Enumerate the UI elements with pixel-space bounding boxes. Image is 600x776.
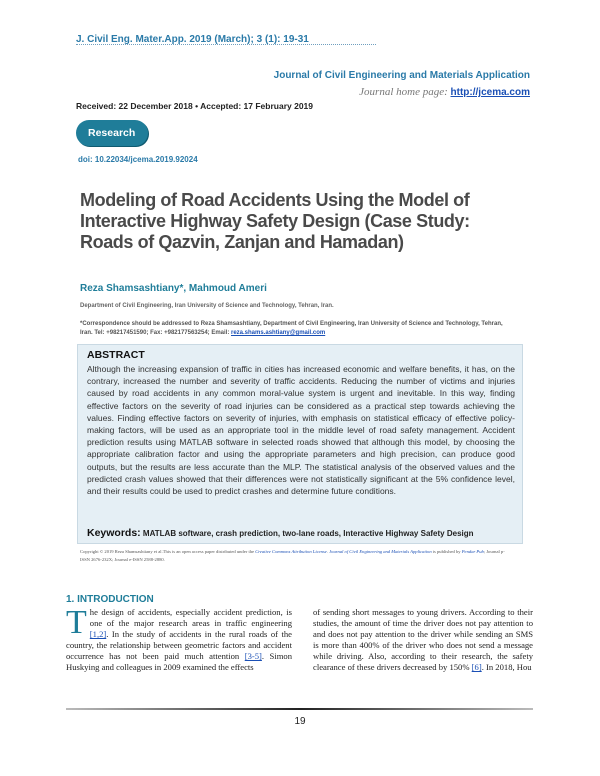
publisher-link[interactable]: Pendar Pub xyxy=(461,549,484,554)
homepage-label: Journal home page: xyxy=(359,86,448,98)
article-type-badge: Research xyxy=(76,120,148,146)
journal-name: Journal of Civil Engineering and Materials Application xyxy=(273,70,530,81)
homepage-link[interactable]: http://jcema.com xyxy=(450,87,530,98)
correspondence-text: *Correspondence should be addressed to Reza Shamsashtiany, Department of Civil Engineering, Iran University of Science and Technology, Tehran, Iran. Tel: +98217451590; Fax: +982177563254; Email: xyxy=(80,321,503,336)
intro-left-column xyxy=(66,604,293,673)
doi-link[interactable]: doi: 10.22034/jcema.2019.92024 xyxy=(78,155,198,164)
keywords-list: MATLAB software, crash prediction, two-lane roads, Interactive Highway Safety Design xyxy=(142,529,474,538)
body-text: . Simon Huskying and colleagues in 2009 examined the effects xyxy=(66,651,293,672)
abstract-heading: ABSTRACT xyxy=(87,349,145,361)
section-heading-introduction: 1. INTRODUCTION xyxy=(66,594,154,605)
citation-link[interactable]: [1,2] xyxy=(89,629,107,639)
license-link[interactable]: Creative Commons Attribution License xyxy=(255,549,327,554)
journal-reference: J. Civil Eng. Mater.App. 2019 (March); 3 (1): 19-31 xyxy=(76,34,309,45)
correspondence xyxy=(80,320,510,338)
body-text: . In 2018, Hou xyxy=(481,662,532,672)
citation-link[interactable]: [3-5] xyxy=(244,651,262,661)
journal-homepage xyxy=(359,86,530,98)
copyright-text: is published by xyxy=(431,549,462,554)
authors: Reza Shamsashtiany*, Mahmoud Ameri xyxy=(80,283,267,294)
affiliation: Department of Civil Engineering, Iran University of Science and Technology, Tehran, Iran. xyxy=(80,303,334,309)
article-title: Modeling of Road Accidents Using the Model of Interactive Highway Safety Design (Case Study: Roads of Qazvin, Zanjan and Hamadan) xyxy=(80,190,470,252)
intro-right-column xyxy=(313,607,533,673)
keywords xyxy=(87,527,474,539)
body-text: . In the study of accidents in the rural roads of the country, the relationship between geometric factors and accident occurrence has not been paid much attention xyxy=(66,629,292,661)
copyright-text: Copyright © 2019 Reza Shamsashtiany et al.This is an open access paper distributed under the xyxy=(80,549,256,554)
drop-cap: T xyxy=(66,604,87,641)
page-number: 19 xyxy=(294,716,306,727)
journal-italic-link[interactable]: Journal of Civil Engineering and Materials Application xyxy=(329,549,432,554)
received-accepted-dates: Received: 22 December 2018 • Accepted: 17 February 2019 xyxy=(76,101,314,111)
copyright-text: ; Journal p-ISSN 2676-232X; Journal e-ISSN 2588-2880. xyxy=(80,549,505,562)
email-link[interactable]: reza.shams.ashtiany@gmail.com xyxy=(231,330,326,336)
copyright-text: . xyxy=(326,549,330,554)
body-text: he design of accidents, especially accident prediction, is one of the major research areas in traffic engineering xyxy=(89,607,292,628)
citation-link[interactable]: [6] xyxy=(471,662,482,672)
dotted-divider xyxy=(76,44,376,45)
copyright-notice xyxy=(80,548,510,564)
abstract-text: Although the increasing expansion of traffic in cities has increased economic and welfare benefits, it has, on the contrary, increased the number and severity of traffic accidents. Reducing the number of victims and injuries caused by road accidents in any common moral-value system is urgent and inevitable. In this way, finding effective factors on the severity of road injuries can be considered as a practical step towards achieving the values. Finding effective factors on severity of injuries, with emphasis on statistical efficacy of effective policy-making factors, will be used as an appropriate tool in the middle level of road safety management. Accident prediction results using MATLAB software in selected roads showed that although this model, by choosing the appropriate calibration factor and using the appropriate parameters and high precision, can produce good outputs, but the results are less accurate than the MLP. The statistical analysis of the observed values and the predicted crash values showed that their differences were not statistically significant at the 5% confidence level, and their results could be used to predict crashes and determine future conditions. xyxy=(87,364,515,497)
body-text: of sending short messages to young drivers. According to their studies, the amount of time the driver does not pay attention to and does not pay attention to the driver while sending an SMS is more than 400% of the driver who does not send a message while driving. Also, according to their research, the safety clearance of these drivers decreased by 150% xyxy=(313,607,533,672)
keywords-label: Keywords: xyxy=(87,527,141,539)
footer-divider xyxy=(66,708,533,710)
